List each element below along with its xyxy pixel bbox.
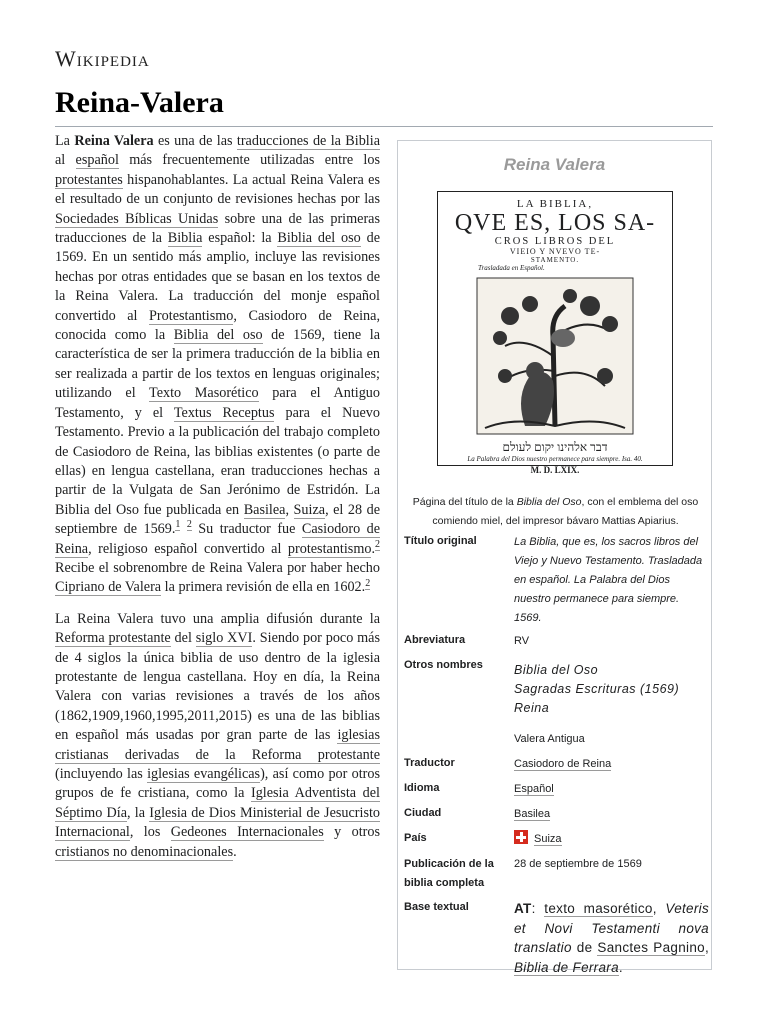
sanctes-pagnino-link[interactable]: Sanctes Pagnino bbox=[597, 940, 705, 955]
text-run: . Siendo por poco más de 4 siglos la única biblia de uso dentro de la iglesia protestante de lengua castellana. Hoy en día, la Reina Valera con varias revisiones a través de los años (1862,1909,1960,1995,2011,2015) es una de las biblias en español más usadas por gran parte de las bbox=[55, 630, 380, 744]
image-caption: Página del título de la Biblia del Oso, con el emblema del oso comiendo miel, del impresor bávaro Mattias Apiarius. bbox=[412, 496, 699, 527]
row-value: RV bbox=[514, 635, 530, 647]
traductor-link[interactable]: Casiodoro de Reina bbox=[514, 758, 612, 770]
text-run: Recibe el sobrenombre de Reina Valera por haber hecho bbox=[55, 559, 380, 576]
row-ciudad bbox=[404, 805, 709, 824]
text-run: de 1569. En un sentido más amplio, incluye las revisiones hechas por otras entidades que se basan en los textos de la Reina Valera. La traducción del monje español convertido al bbox=[55, 230, 380, 324]
row-label: Abreviatura bbox=[404, 634, 466, 646]
text-run: . bbox=[371, 540, 375, 557]
row-value: La Biblia, que es, los sacros libros del Viejo y Nuevo Testamento. Trasladada en español. La Palabra del Dios nuestro permanece para siempre. 1569. bbox=[514, 536, 703, 624]
row-titulo-original bbox=[404, 533, 709, 628]
paragraph-difusion bbox=[55, 610, 380, 862]
article-link[interactable]: Biblia del oso bbox=[277, 230, 361, 247]
text-run: hispanohablantes. La actual Reina Valera es el resultado de un conjunto de revisiones hechas por las bbox=[55, 171, 380, 208]
article-link[interactable]: protestantes bbox=[55, 171, 123, 188]
row-label: Idioma bbox=[404, 782, 440, 794]
article-link[interactable]: Casiodoro de Reina bbox=[55, 521, 381, 557]
row-idioma bbox=[404, 780, 709, 799]
text-run: sobre una de las primeras traducciones de la bbox=[55, 210, 380, 247]
text-run: español: la bbox=[202, 230, 278, 247]
texto-masoretico-link[interactable]: texto masorético bbox=[544, 901, 653, 916]
row-value: 28 de septiembre de 1569 bbox=[514, 858, 642, 870]
row-value: AT: texto masorético, Veteris et Novi Testamenti nova translatio de Sanctes Pagnino, Biblia de Ferrara. bbox=[514, 901, 710, 975]
article-link[interactable]: español bbox=[75, 152, 119, 169]
reference-link[interactable]: 2 bbox=[365, 577, 371, 589]
article-link[interactable]: traducciones de la Biblia bbox=[236, 133, 380, 149]
row-value bbox=[514, 780, 709, 799]
row-label: Publicación de la biblia completa bbox=[404, 858, 494, 889]
bold-term: Reina Valera bbox=[74, 133, 154, 149]
text-run: (incluyendo las bbox=[55, 766, 148, 782]
title-divider bbox=[55, 126, 713, 127]
text-run: La bbox=[55, 133, 75, 149]
article-link[interactable]: Cipriano de Valera bbox=[55, 579, 162, 596]
article-link[interactable]: iglesias evangélicas bbox=[147, 766, 261, 782]
text-run: ), así como por otros grupos de fe cristiana, como la bbox=[55, 766, 380, 802]
title-page-image[interactable] bbox=[437, 191, 673, 475]
infobox bbox=[397, 140, 712, 975]
article-link[interactable]: Protestantismo bbox=[149, 307, 234, 324]
row-label: Base textual bbox=[404, 901, 469, 913]
article-link[interactable]: Suiza bbox=[293, 501, 326, 518]
cover-line-1: LA BIBLIA, bbox=[516, 198, 594, 210]
article-link[interactable]: Reforma protestante bbox=[55, 630, 171, 647]
row-value bbox=[514, 830, 709, 849]
article-link[interactable]: siglo XVI bbox=[195, 630, 253, 647]
article-body bbox=[55, 132, 380, 874]
row-otros-nombres bbox=[404, 657, 709, 749]
swiss-flag-icon bbox=[514, 830, 528, 844]
bear-emblem-icon bbox=[475, 276, 635, 436]
row-pais bbox=[404, 830, 709, 849]
article-link[interactable]: Basilea bbox=[243, 501, 286, 518]
cover-motto: La Palabra del Dios nuestro permanece para siempre. Isa. 40. bbox=[467, 455, 643, 463]
article-link[interactable]: Iglesia de Dios Ministerial de Jesucristo Internacional bbox=[55, 804, 381, 841]
row-value: Biblia del Oso Sagradas Escrituras (1569) Reina Valera Antigua bbox=[514, 663, 680, 745]
text-run: de 1569, tiene la característica de ser la primera traducción de la biblia en ser realizada a partir de los textos en lenguas originales; utilizando el bbox=[55, 327, 380, 402]
text-run: . bbox=[233, 843, 237, 860]
row-abreviatura bbox=[404, 632, 709, 651]
ciudad-link[interactable]: Basilea bbox=[514, 808, 551, 820]
cover-line-5: STAMENTO. bbox=[530, 256, 580, 264]
row-label: Traductor bbox=[404, 757, 455, 769]
text-run: para el Antiguo Testamento, y el bbox=[55, 385, 380, 421]
wikipedia-wordmark[interactable]: Wikipedia bbox=[55, 46, 150, 71]
reference-link[interactable]: 1 bbox=[175, 519, 181, 531]
row-label: Título original bbox=[404, 535, 477, 547]
text-run: para el Nuevo Testamento. Previo a la publicación del trabajo completo de Casiodoro de Reina, las biblias existentes (o parte de ellas) en lengua castellana, eran traducciones hechas a partir de la Vulgata de San Jerónimo de Estridón. La Biblia del Oso fue publicada en bbox=[55, 404, 380, 518]
text-run: , el 28 de septiembre de 1569. bbox=[55, 501, 381, 538]
text-run: es una de las bbox=[153, 133, 237, 149]
text-run: y otros bbox=[323, 824, 381, 841]
infobox-title: Reina Valera bbox=[503, 155, 606, 174]
paragraph-intro bbox=[55, 132, 380, 598]
page-title: Reina-Valera bbox=[55, 86, 224, 119]
text-run: , bbox=[285, 501, 294, 518]
biblia-de-ferrara-link[interactable]: Biblia de Ferrara bbox=[514, 959, 619, 975]
row-label: Otros nombres bbox=[404, 659, 483, 671]
text-run bbox=[180, 521, 186, 537]
article-link[interactable]: Biblia bbox=[167, 230, 203, 247]
row-base-textual bbox=[404, 899, 709, 977]
article-link[interactable]: cristianos no denominacionales bbox=[55, 843, 234, 860]
article-link[interactable]: Biblia del oso bbox=[173, 327, 263, 344]
cover-hebrew: דבר אלהינו יקום לעולם bbox=[502, 440, 608, 454]
article-link[interactable]: Texto Masorético bbox=[149, 385, 259, 402]
article-link[interactable]: Sociedades Bíblicas Unidas bbox=[55, 210, 219, 227]
text-run: , religioso español convertido al bbox=[88, 540, 288, 557]
article-link[interactable]: Gedeones Internacionales bbox=[170, 824, 324, 841]
cover-line-6: Trasladada en Español. bbox=[478, 264, 545, 272]
infobox-rows bbox=[404, 533, 709, 983]
cover-line-3: CROS LIBROS DEL bbox=[494, 236, 616, 247]
text-run: , la bbox=[127, 804, 150, 821]
text-run: al bbox=[55, 152, 76, 169]
row-value bbox=[514, 805, 709, 824]
article-link[interactable]: Textus Receptus bbox=[173, 404, 275, 421]
text-run: Su traductor fue bbox=[191, 521, 302, 538]
cover-line-2: QVE ES, LOS SA- bbox=[454, 210, 656, 236]
article-link[interactable]: iglesias cristianas derivadas de la Reforma protestante bbox=[55, 727, 380, 763]
article-link[interactable]: protestantismo bbox=[287, 540, 372, 557]
cover-line-4: VIEIO Y NVEVO TE- bbox=[509, 247, 601, 256]
article-link[interactable]: Iglesia Adventista del Séptimo Día bbox=[55, 785, 380, 821]
text-run: del bbox=[170, 630, 196, 647]
row-label: Ciudad bbox=[404, 807, 442, 819]
row-label: País bbox=[404, 832, 427, 844]
row-publicacion bbox=[404, 855, 709, 893]
text-run: la primera revisión de ella en 1602. bbox=[161, 579, 366, 596]
text-run: , Casiodoro de Reina, conocida como la bbox=[55, 307, 380, 344]
text-run: La Reina Valera tuvo una amplia difusión durante la bbox=[55, 610, 380, 627]
idioma-link[interactable]: Español bbox=[514, 783, 554, 795]
pais-link[interactable]: Suiza bbox=[534, 833, 562, 845]
row-value bbox=[514, 755, 709, 774]
text-run: , los bbox=[129, 824, 171, 841]
reference-link[interactable]: 2 bbox=[375, 538, 380, 550]
text-run: más frecuentemente utilizadas entre los bbox=[118, 152, 380, 169]
row-traductor bbox=[404, 755, 709, 774]
reference-link[interactable]: 2 bbox=[186, 519, 192, 531]
cover-date: M. D. LXIX. bbox=[530, 465, 580, 475]
